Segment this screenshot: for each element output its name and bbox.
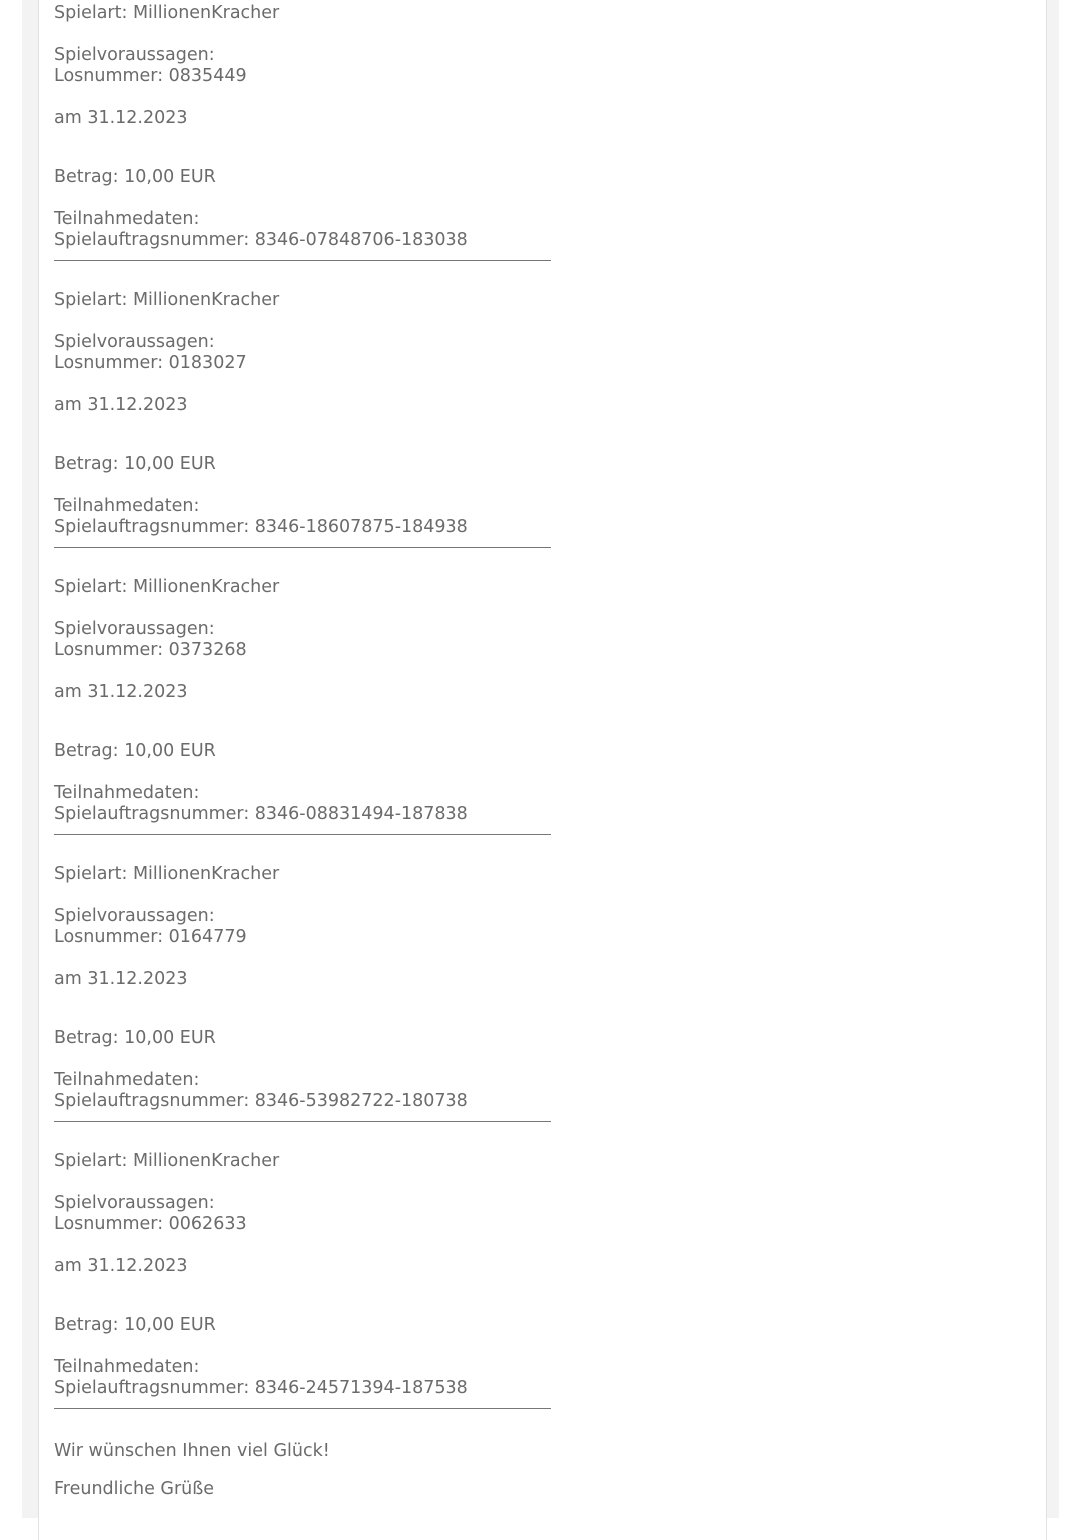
draw-date-line: am 31.12.2023 [54, 108, 188, 128]
spielauftragsnummer-line: Spielauftragsnummer: 8346-08831494-187838 [54, 804, 468, 824]
spielauftragsnummer-line: Spielauftragsnummer: 8346-53982722-180738 [54, 1091, 468, 1111]
teilnahmedaten-label: Teilnahmedaten: [54, 1070, 200, 1090]
entry-separator [54, 1408, 551, 1409]
spielart-line: Spielart: MillionenKracher [54, 3, 280, 23]
participation-entry-1 [54, 3, 1014, 290]
teilnahmedaten-label: Teilnahmedaten: [54, 783, 200, 803]
draw-date-line: am 31.12.2023 [54, 969, 188, 989]
draw-date-line: am 31.12.2023 [54, 1256, 188, 1276]
email-content [54, 3, 1014, 1500]
betrag-line: Betrag: 10,00 EUR [54, 1028, 216, 1048]
spielart-line: Spielart: MillionenKracher [54, 1151, 280, 1171]
email-viewer-background [22, 0, 1059, 1518]
draw-date-line: am 31.12.2023 [54, 395, 188, 415]
teilnahmedaten-label: Teilnahmedaten: [54, 496, 200, 516]
entry-separator [54, 1121, 551, 1122]
spielauftragsnummer-line: Spielauftragsnummer: 8346-07848706-183038 [54, 230, 468, 250]
entry-separator [54, 834, 551, 835]
draw-date-line: am 31.12.2023 [54, 682, 188, 702]
participation-entry-3 [54, 577, 1014, 864]
email-closing [54, 1438, 1014, 1500]
betrag-line: Betrag: 10,00 EUR [54, 741, 216, 761]
spielart-line: Spielart: MillionenKracher [54, 864, 280, 884]
teilnahmedaten-label: Teilnahmedaten: [54, 209, 200, 229]
spielvoraussagen-label: Spielvoraussagen: [54, 332, 215, 352]
spielvoraussagen-label: Spielvoraussagen: [54, 45, 215, 65]
greeting-line: Freundliche Grüße [54, 1479, 215, 1499]
betrag-line: Betrag: 10,00 EUR [54, 1315, 216, 1335]
betrag-line: Betrag: 10,00 EUR [54, 167, 216, 187]
spielauftragsnummer-line: Spielauftragsnummer: 8346-24571394-187538 [54, 1378, 468, 1398]
entry-separator [54, 260, 551, 261]
spielvoraussagen-label: Spielvoraussagen: [54, 1193, 215, 1213]
spielart-line: Spielart: MillionenKracher [54, 290, 280, 310]
entry-separator [54, 547, 551, 548]
losnummer-line: Losnummer: 0164779 [54, 927, 247, 947]
participation-entry-5 [54, 1151, 1014, 1438]
losnummer-line: Losnummer: 0373268 [54, 640, 247, 660]
losnummer-line: Losnummer: 0062633 [54, 1214, 247, 1234]
spielauftragsnummer-line: Spielauftragsnummer: 8346-18607875-184938 [54, 517, 468, 537]
good-luck-line: Wir wünschen Ihnen viel Glück! [54, 1441, 330, 1461]
teilnahmedaten-label: Teilnahmedaten: [54, 1357, 200, 1377]
participation-entry-4 [54, 864, 1014, 1151]
participation-entry-2 [54, 290, 1014, 577]
spielvoraussagen-label: Spielvoraussagen: [54, 906, 215, 926]
email-body-card [38, 0, 1047, 1540]
spielart-line: Spielart: MillionenKracher [54, 577, 280, 597]
losnummer-line: Losnummer: 0835449 [54, 66, 247, 86]
losnummer-line: Losnummer: 0183027 [54, 353, 247, 373]
spielvoraussagen-label: Spielvoraussagen: [54, 619, 215, 639]
betrag-line: Betrag: 10,00 EUR [54, 454, 216, 474]
